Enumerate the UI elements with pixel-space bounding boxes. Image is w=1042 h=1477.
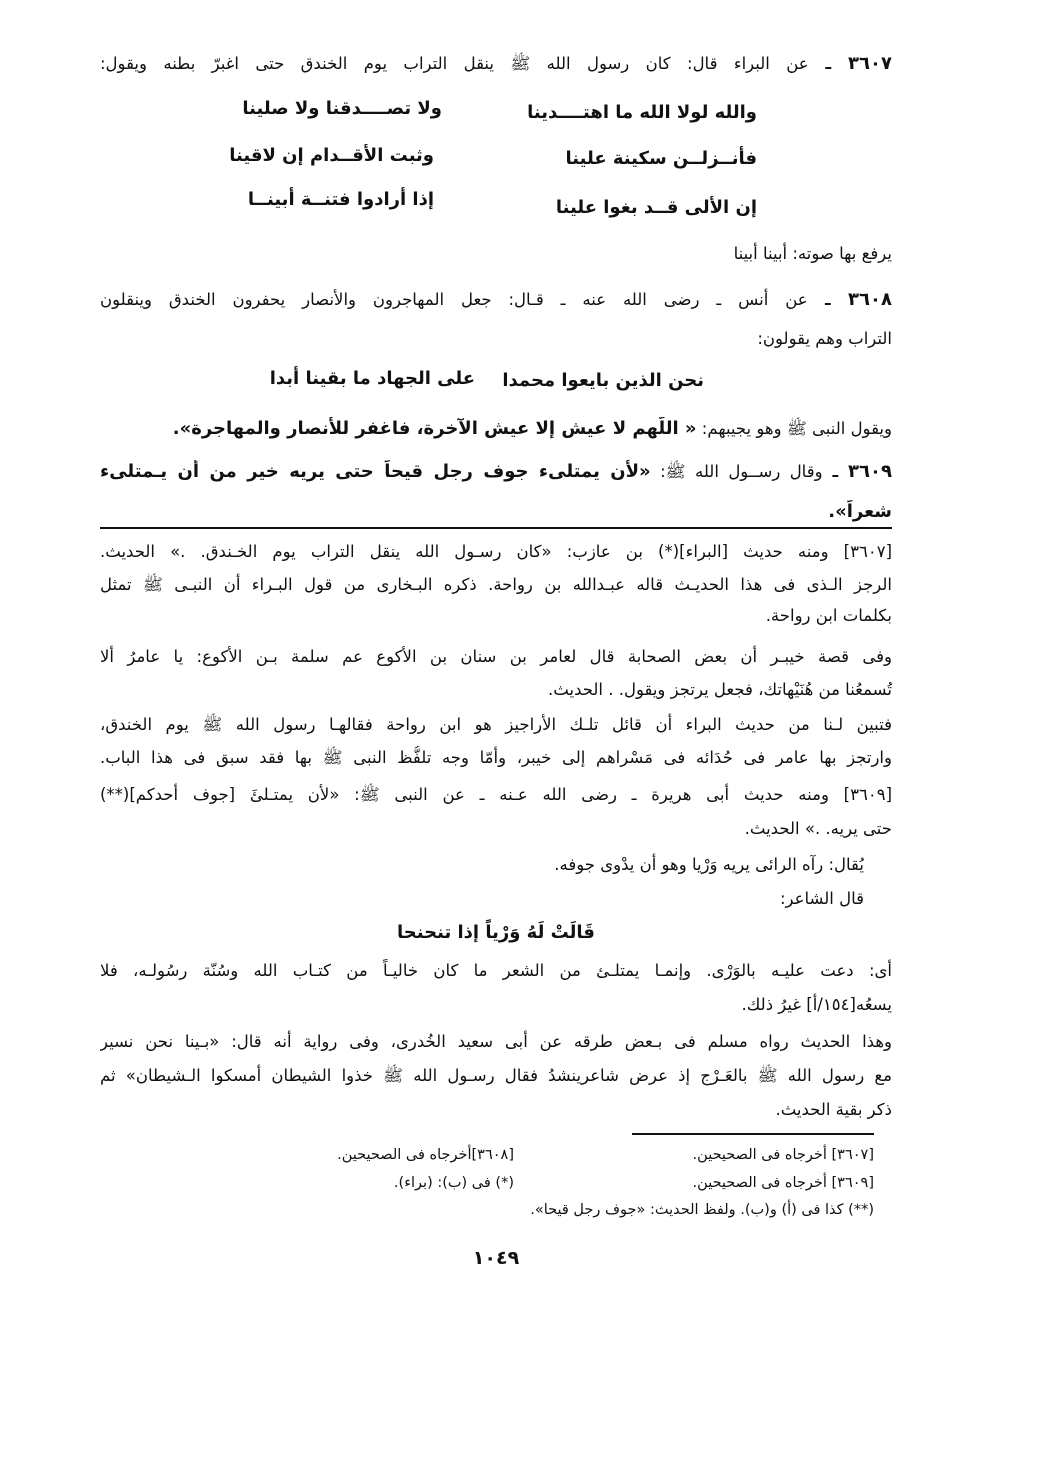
poem-verse: قَالَتْ لَهُ وَرْياً إذا تنحنحا [397,922,595,943]
commentary-line: قال الشاعر: [779,889,864,908]
commentary-line: [٣٦٠٩] ومنه حديث أبى هريرة ـ رضى الله عـنه ـ عن النبى ﷺ: «لأن يمتـلئَ [جوف أحدكم](**) [100,785,892,804]
footnote-source-3608: [٣٦٠٨]أخرجاه فى الصحيحين. [337,1147,514,1163]
hadith-3607-line: ٣٦٠٧ ـ عن البراء قال: كان رسول الله ﷺ ينقل التراب يوم الخندق حتى اغبرّ بطنه ويقول: [100,53,892,74]
hadith-3609-line-2: شعراً». [828,501,892,522]
reply-intro: ويقول النبى ﷺ وهو يجيبهم: [701,419,892,438]
verse-1-right: والله لولا الله ما اهتــــدينا [527,102,757,123]
hadith-3608-verse-left: على الجهاد ما بقينا أبدا [269,368,475,389]
commentary-line: وارتجز بها عامر فى حُدَائه فى مَسْراهم إلى خيبر، وأمّا وجه تلفُّظ النبى ﷺ بها فقد سبق فى هذا الباب. [100,748,892,767]
commentary-line: [٣٦٠٧] ومنه حديث [البراء](*) بن عازب: «كان رسـول الله ينقل التراب يوم الخـندق. .» الحديث. [100,542,892,561]
page-number: ١٠٤٩ [472,1247,520,1269]
verse-3-right: إن الألى قــد بغوا علينا [555,197,757,218]
commentary-line: يسعُه[١٥٤/أ] غيرُ ذلك. [741,995,892,1014]
commentary-line: وفى قصة خيبـر أن بعض الصحابة قال لعامر بن سنان بن الأكوع عم سلمة بـن الأكوع: يا عامرُ ألا [100,647,892,666]
commentary-line: بكلمات ابن رواحة. [765,606,892,625]
hadith-3607-after: يرفع بها صوته: أبينا أبينا [733,244,892,263]
hadith-3608-line-1: ٣٦٠٨ ـ عن أنس ـ رضى الله عنه ـ قـال: جعل المهاجرون والأنصار يحفرون الخندق وينقلون [100,289,892,310]
footnote-source-3609: [٣٦٠٩] أخرجاه فى الصحيحين. [692,1175,874,1191]
footnote-variant-1: (*) فى (ب): (براء). [393,1175,514,1191]
commentary-line: مع رسول الله ﷺ بالعَـرْج إذ عرض شاعرينشدُ فقال رسـول الله ﷺ خذوا الشيطان أمسكوا الـشيطان» ثم [100,1066,892,1085]
commentary-line: وهذا الحديث رواه مسلم فى بـعض طرقه عن أبى سعيد الخُدرى، وفى رواية أنه قال: «بـينا نحن نسير [100,1032,892,1051]
hadith-number: ٣٦٠٨ [848,289,892,310]
verse-2-left: وثبت الأقــدام إن لاقينا [229,145,434,166]
footnote-variant-2: (**) كذا فى (أ) و(ب). ولفظ الحديث: «جوف رجل قيحا». [530,1202,874,1218]
hadith-3608-verse-right: نحن الذين بايعوا محمدا [502,370,704,391]
commentary-line: حتى يريه. .» الحديث. [744,819,892,838]
hadith-3609-line-1: ٣٦٠٩ ـ وقال رســول الله ﷺ: «لأن يمتلىء جوف رجل قيحاً حتى يريه خير من أن يـمتلىء [100,461,892,482]
commentary-line: تُسمعُنا من هُنَيْهاتك، فجعل يرتجز ويقول. . الحديث. [548,680,892,699]
footnote-source-3607: [٣٦٠٧] أخرجاه فى الصحيحين. [692,1147,874,1163]
commentary-line: الرجز الـذى فى هذا الحديـث قاله عبـدالله بن رواحة. ذكره البـخارى من قول البـراء أن النبـى ﷺ تمثل [100,575,892,594]
hadith-3608-line-2: التراب وهم يقولون: [757,329,892,348]
verse-2-right: فأنــزلــن سكينة علينا [565,148,757,169]
reply-text: « اللَّهم لا عيش إلا عيش الآخرة، فاغفر للأنصار والمهاجرة». [172,418,697,439]
hadith-text: عن أنس ـ رضى الله عنه ـ قـال: جعل المهاجرون والأنصار يحفرون الخندق وينقلون [100,290,808,309]
hadith-text: عن البراء قال: كان رسول الله ﷺ ينقل التراب يوم الخندق حتى اغبرّ بطنه ويقول: [100,54,809,73]
hadith-number: ٣٦٠٩ [848,461,892,482]
commentary-line: ذكر بقية الحديث. [775,1100,892,1119]
hadith-number: ٣٦٠٧ [848,53,892,74]
commentary-line: يُقال: رآه الرائى يريه وَرْيا وهو أن يدْوى جوفه. [554,855,864,874]
footnote-divider [632,1133,874,1135]
hadith-text: «لأن يمتلىء جوف رجل قيحاً حتى يريه خير من أن يـمتلىء [100,461,651,482]
hadith-3608-reply [100,417,892,441]
verse-3-left: إذا أرادوا فتنــة أبينــا [247,189,434,210]
hadith-intro: وقال رســول الله ﷺ: [660,462,823,481]
commentary-divider [100,527,892,529]
commentary-line: أى: دعت عليـه بالوَرْى. وإنمـا يمتلـئ من الشعر ما كان خاليـاً من كتـاب الله وسُنّة رسُولـه، فلا [100,961,892,980]
commentary-line: فتبين لـنا من حديث البراء أن قائل تلـك الأراجيز هو ابن رواحة فقالهـا رسول الله ﷺ يوم الخندق، [100,715,892,734]
verse-1-left: ولا تصــــدقنا ولا صلينا [242,98,442,119]
